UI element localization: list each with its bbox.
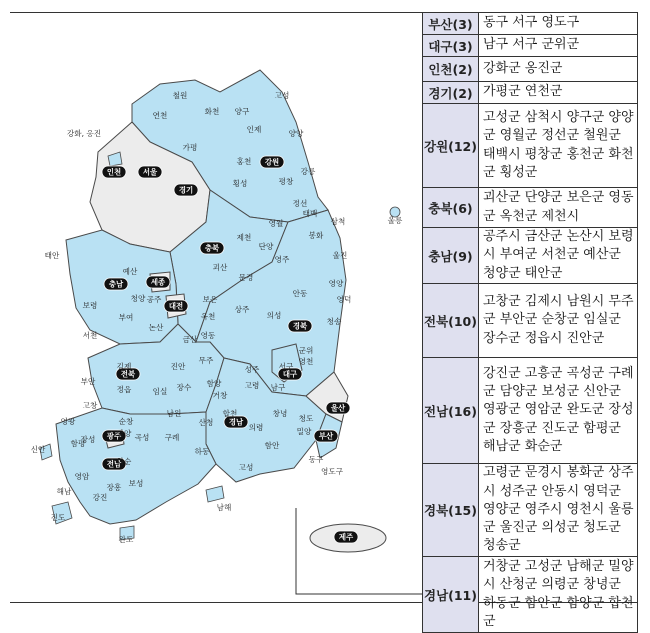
district-label: 예산 [122,267,138,276]
province-tag [104,278,128,290]
district-label: 평창 [278,177,294,186]
region-row [423,284,638,358]
district-label: 영주 [274,255,290,264]
district-label: 고성 [274,91,290,100]
district-label: 성주 [244,365,260,374]
province-tag [200,242,224,254]
district-label: 정선 [292,199,308,208]
region-name: 충남(9) [423,228,479,284]
region-name: 경북(15) [423,464,479,557]
region-districts: 남구 서구 군위군 [479,35,638,57]
district-label: 영양 [328,279,344,288]
province-tag-label: 세종 [150,277,166,287]
district-label: 군위 [298,346,314,355]
district-label: 강화, 옹진 [66,129,102,138]
province-tag-label: 대구 [282,369,298,379]
district-label: 영동 [200,331,216,340]
region-row [423,35,638,57]
district-label: 함안 [264,441,280,450]
province-tag-label: 제주 [338,532,354,542]
district-label: 단양 [258,242,274,251]
district-label: 청도 [298,414,314,423]
district-label: 함양 [206,379,222,388]
district-label: 신안 [30,445,46,454]
province-tag-label: 경북 [292,321,308,331]
korea-map [10,12,422,602]
region-row [423,358,638,464]
district-label: 횡성 [232,179,248,188]
district-label: 강릉 [300,167,316,176]
province-tag-label: 경남 [228,417,244,427]
district-label: 동구 [308,455,324,464]
district-label: 구례 [164,433,180,442]
district-label: 김제 [116,362,132,371]
district-label: 고령 [244,381,260,390]
district-label: 인제 [246,125,262,134]
region-districts: 고성군 삼척시 양구군 양양군 영월군 정선군 철원군 태백시 평창군 홍천군 화천군 횡성군 [479,104,638,188]
district-label: 태안 [44,251,60,260]
district-label: 영천 [298,357,314,366]
province-tag [334,531,358,543]
district-label: 정읍 [116,385,132,394]
district-label: 가평 [182,143,198,152]
district-label: 화순 [116,457,132,466]
province-tag [146,276,170,288]
district-label: 진도 [50,513,66,522]
province-tag-label: 부산 [318,431,334,441]
province-tag-label: 울산 [330,403,346,413]
district-label: 화천 [204,107,220,116]
district-label: 괴산 [212,263,228,272]
district-label: 거창 [212,391,228,400]
province-tag [288,320,312,332]
region-name: 경남(11) [423,557,479,633]
region-districts: 강화군 옹진군 [479,57,638,82]
district-label: 장흥 [106,483,122,492]
district-label: 제천 [236,233,252,242]
province-tag-label: 인천 [106,167,122,177]
district-label: 강진 [92,493,108,502]
region-row [423,188,638,228]
region-name: 충북(6) [423,188,479,228]
district-label: 부여 [118,313,134,322]
region-name: 대구(3) [423,35,479,57]
region-name: 전북(10) [423,284,479,358]
region-districts: 가평군 연천군 [479,82,638,104]
province-tag-label: 충북 [204,243,220,253]
island-namhae [206,486,224,502]
district-label: 남원 [166,409,182,418]
region-districts: 고창군 김제시 남원시 무주군 부안군 순창군 임실군 장수군 정읍시 진안군 [479,284,638,358]
district-label: 부안 [80,377,96,386]
district-label: 영덕 [336,295,352,304]
district-label: 함평 [70,439,86,448]
region-name: 전남(16) [423,358,479,464]
district-label: 문경 [238,273,254,282]
district-label: 진안 [170,362,186,371]
district-label: 임실 [152,387,168,396]
province-tag-label: 경기 [178,185,194,195]
district-label: 창녕 [272,409,288,418]
district-label: 홍천 [236,157,252,166]
district-label: 영도구 [320,467,344,476]
province-tag-label: 대전 [168,301,184,311]
district-label: 순창 [118,417,134,426]
district-label: 양양 [288,129,304,138]
district-label: 상주 [234,305,250,314]
province-tag [314,430,338,442]
district-label: 연천 [152,111,168,120]
region-row [423,557,638,633]
district-label: 청송 [326,317,342,326]
district-label: 곡성 [134,433,150,442]
region-row [423,464,638,557]
region-row [423,228,638,284]
district-label: 서천 [82,331,98,340]
district-label: 태백 [302,209,318,218]
district-label: 남구 [270,383,286,392]
province-tag-label: 충남 [108,279,124,289]
district-label: 옥천 [200,312,216,321]
district-label: 청양 [130,294,146,303]
district-label: 영암 [74,472,90,481]
region-districts: 공주시 금산군 논산시 보령시 부여군 서천군 예산군 청양군 태안군 [479,228,638,284]
district-label: 울릉 [387,216,403,225]
district-label: 보령 [82,301,98,310]
region-row [423,104,638,188]
region-districts: 고령군 문경시 봉화군 상주시 성주군 안동시 영덕군 영양군 영주시 영천시 울릉군 울진군 의성군 청도군 청송군 [479,464,638,557]
region-table [422,12,638,633]
district-label: 장성 [80,435,96,444]
district-label: 장수 [176,383,192,392]
district-label: 삼척 [330,217,346,226]
district-label: 합천 [222,409,238,418]
district-label: 남해 [216,503,232,512]
province-tag-label: 강원 [264,157,280,167]
region-row [423,82,638,104]
region-name: 강원(12) [423,104,479,188]
province-tag-label: 서울 [142,167,158,177]
district-label: 의성 [266,311,282,320]
district-label: 밀양 [296,427,312,436]
province-tag-label: 광주 [106,431,122,441]
region-name: 부산(3) [423,13,479,35]
district-label: 금산 [182,335,198,344]
district-label: 울진 [332,251,348,260]
district-label: 무주 [198,356,214,365]
district-label: 하동 [194,447,210,456]
region-row [423,13,638,35]
province-tag [138,166,162,178]
district-label: 산청 [198,418,214,427]
district-label: 안동 [292,289,308,298]
district-label: 고성 [238,463,254,472]
region-name: 인천(2) [423,57,479,82]
region-districts: 괴산군 단양군 보은군 영동군 옥천군 제천시 [479,188,638,228]
district-label: 해남 [56,487,72,496]
district-label: 논산 [148,323,164,332]
province-tag [326,402,350,414]
district-label: 봉화 [308,231,324,240]
district-label: 서구 [278,362,294,371]
region-districts: 강진군 고흥군 곡성군 구례군 담양군 보성군 신안군 영광군 영암군 완도군 장성군 장흥군 진도군 함평군 해남군 화순군 [479,358,638,464]
region-jeonnam [56,408,216,524]
province-tag [102,166,126,178]
province-tag-label: 전남 [106,459,122,469]
region-row [423,57,638,82]
region-districts: 거창군 고성군 남해군 밀양시 산청군 의령군 창녕군 하동군 함안군 함양군 합천군 [479,557,638,633]
district-label: 영월 [268,219,284,228]
region-name: 경기(2) [423,82,479,104]
district-label: 공주 [146,295,162,304]
district-label: 고창 [82,401,98,410]
province-tag-label: 전북 [120,369,136,379]
district-label: 철원 [172,91,188,100]
district-label: 의령 [248,423,264,432]
district-label: 보성 [128,479,144,488]
district-label: 영광 [60,417,76,426]
district-label: 완도 [118,535,134,544]
region-districts: 동구 서구 영도구 [479,13,638,35]
province-tag [164,300,188,312]
district-label: 보은 [202,295,218,304]
district-label: 양구 [234,107,250,116]
district-label: 담양 [116,429,132,438]
province-tag [260,156,284,168]
province-tag [174,184,198,196]
